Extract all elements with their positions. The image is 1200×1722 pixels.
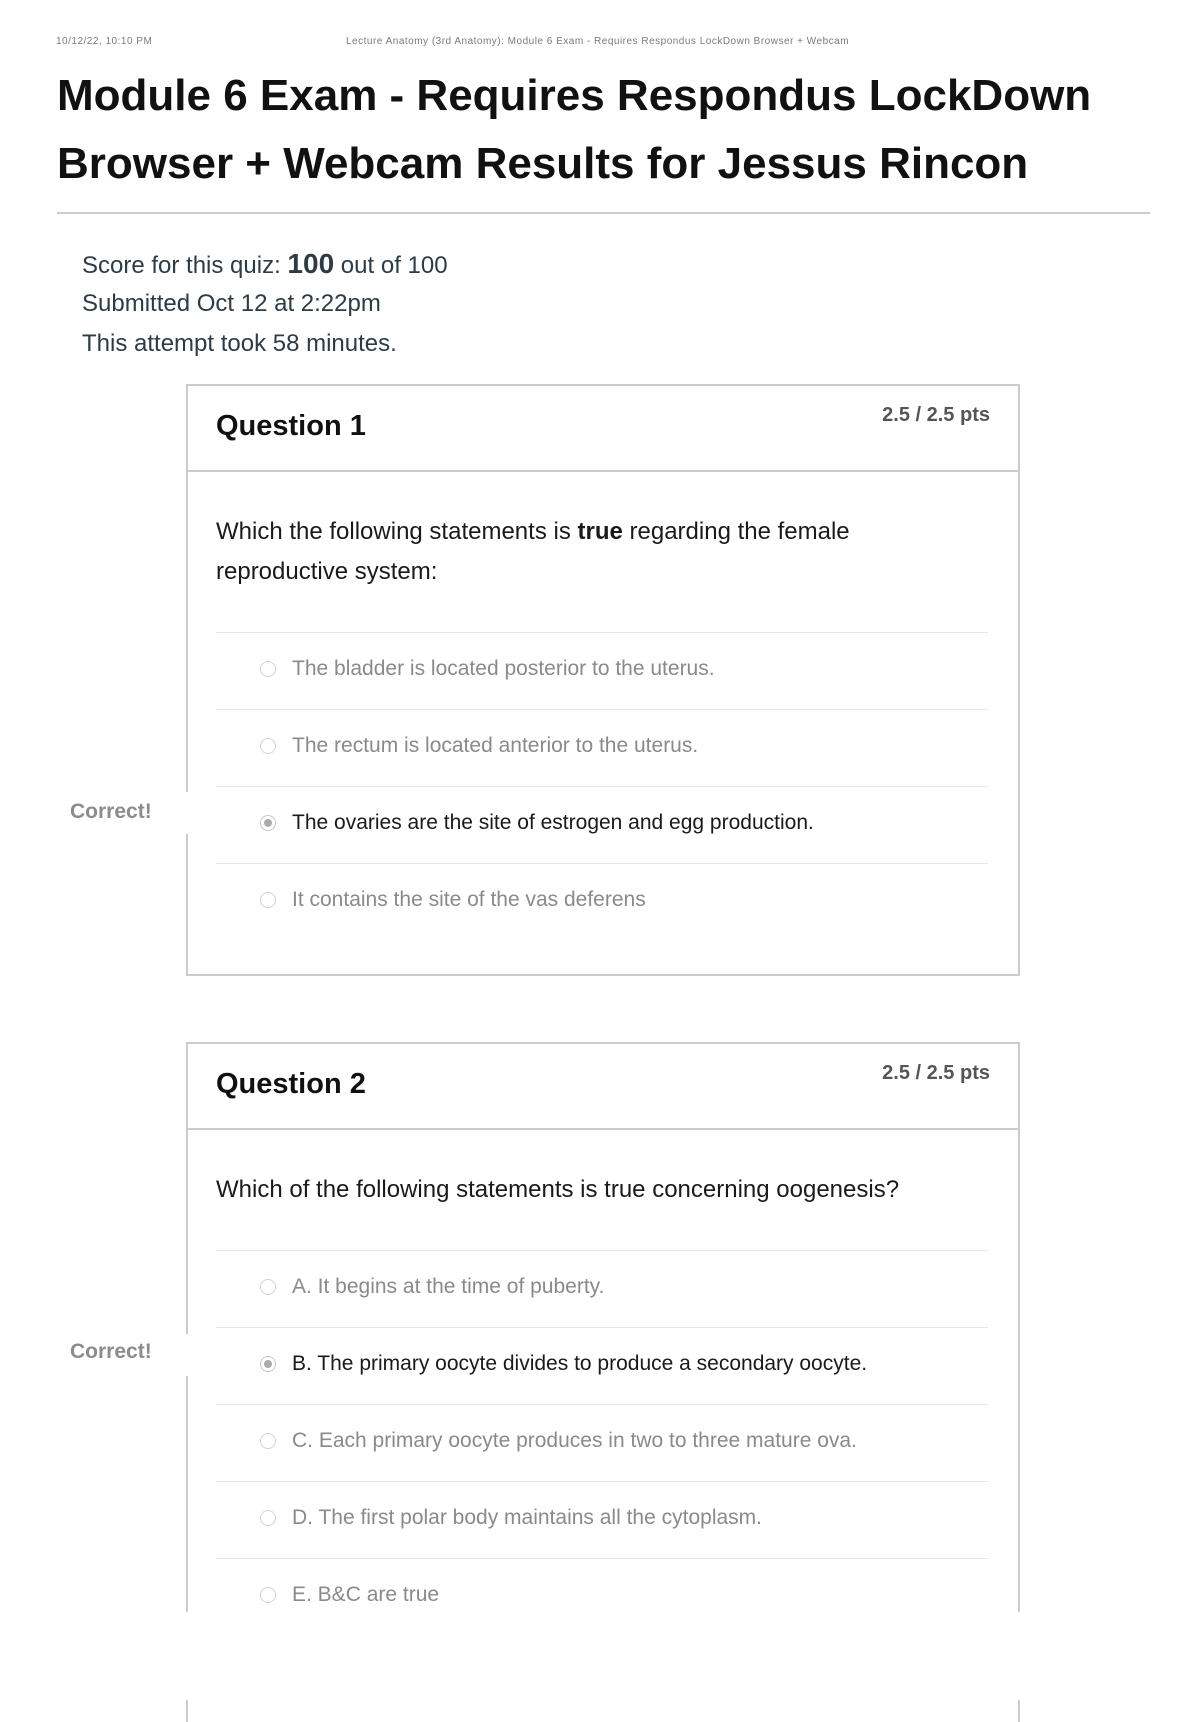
- radio-button[interactable]: [260, 1587, 276, 1603]
- answer-label: A. It begins at the time of puberty.: [292, 1275, 605, 1298]
- answer-option-selected[interactable]: [216, 1328, 988, 1405]
- answer-label: It contains the site of the vas deferens: [292, 888, 646, 911]
- page-bottom-margin: [0, 1612, 1200, 1700]
- print-header-date: 10/12/22, 10:10 PM: [56, 36, 153, 47]
- score-line: [82, 244, 448, 284]
- print-header: [56, 36, 1144, 48]
- question-header: [188, 1044, 1018, 1130]
- answer-option[interactable]: [216, 1251, 988, 1328]
- radio-button[interactable]: [260, 738, 276, 754]
- score-suffix: out of 100: [334, 252, 448, 279]
- correct-flag-notch: [184, 1334, 190, 1376]
- radio-button[interactable]: [260, 1279, 276, 1295]
- submitted-line: Submitted Oct 12 at 2:22pm: [82, 290, 381, 317]
- question-points: 2.5 / 2.5 pts: [882, 1062, 990, 1084]
- radio-button-selected[interactable]: [260, 1356, 276, 1372]
- answer-option[interactable]: [216, 633, 988, 710]
- print-header-page-title: Lecture Anatomy (3rd Anatomy): Module 6 Exam - Requires Respondus LockDown Browser + Webcam: [346, 36, 850, 47]
- radio-button-selected[interactable]: [260, 815, 276, 831]
- score-prefix: Score for this quiz:: [82, 252, 288, 279]
- question-text-start: Which the following statements is: [216, 518, 578, 545]
- question-header: [188, 386, 1018, 472]
- question-points: 2.5 / 2.5 pts: [882, 404, 990, 426]
- answer-list: [216, 1251, 988, 1635]
- question-text: Which of the following statements is true concerning oogenesis?: [216, 1170, 988, 1251]
- answer-label: C. Each primary oocyte produces in two to three mature ova.: [292, 1429, 857, 1452]
- title-divider: [57, 212, 1150, 214]
- answer-label: The rectum is located anterior to the uterus.: [292, 734, 699, 757]
- duration-line: This attempt took 58 minutes.: [82, 330, 397, 357]
- radio-button[interactable]: [260, 1510, 276, 1526]
- question-title: Question 1: [216, 410, 366, 442]
- answer-option[interactable]: [216, 710, 988, 787]
- radio-button[interactable]: [260, 661, 276, 677]
- answer-label: The ovaries are the site of estrogen and egg production.: [292, 811, 814, 834]
- quiz-summary: [82, 244, 448, 364]
- correct-flag-notch: [184, 792, 190, 834]
- question-title: Question 2: [216, 1068, 366, 1100]
- answer-option[interactable]: [216, 864, 988, 940]
- question-text-emphasis: true: [577, 518, 623, 545]
- score-value: 100: [287, 248, 335, 279]
- page-title: Module 6 Exam - Requires Respondus LockDown Browser + Webcam Results for Jessus Rincon: [57, 71, 1092, 188]
- answer-option-selected[interactable]: [216, 787, 988, 864]
- question-text: [216, 512, 988, 633]
- correct-answer-flag: Correct!: [70, 1340, 152, 1363]
- radio-button[interactable]: [260, 892, 276, 908]
- answer-label: E. B&C are true: [292, 1583, 440, 1606]
- answer-option[interactable]: [216, 1405, 988, 1482]
- answer-label: D. The first polar body maintains all the cytoplasm.: [292, 1506, 762, 1529]
- correct-answer-flag: Correct!: [70, 800, 152, 823]
- answer-option[interactable]: [216, 1482, 988, 1559]
- answer-label: B. The primary oocyte divides to produce a secondary oocyte.: [292, 1352, 868, 1375]
- answer-list: [216, 633, 988, 940]
- question-card-1: [186, 384, 1020, 976]
- radio-button[interactable]: [260, 1433, 276, 1449]
- answer-label: The bladder is located posterior to the uterus.: [292, 657, 715, 680]
- question-text-end: regarding the female reproductive system:: [216, 518, 850, 585]
